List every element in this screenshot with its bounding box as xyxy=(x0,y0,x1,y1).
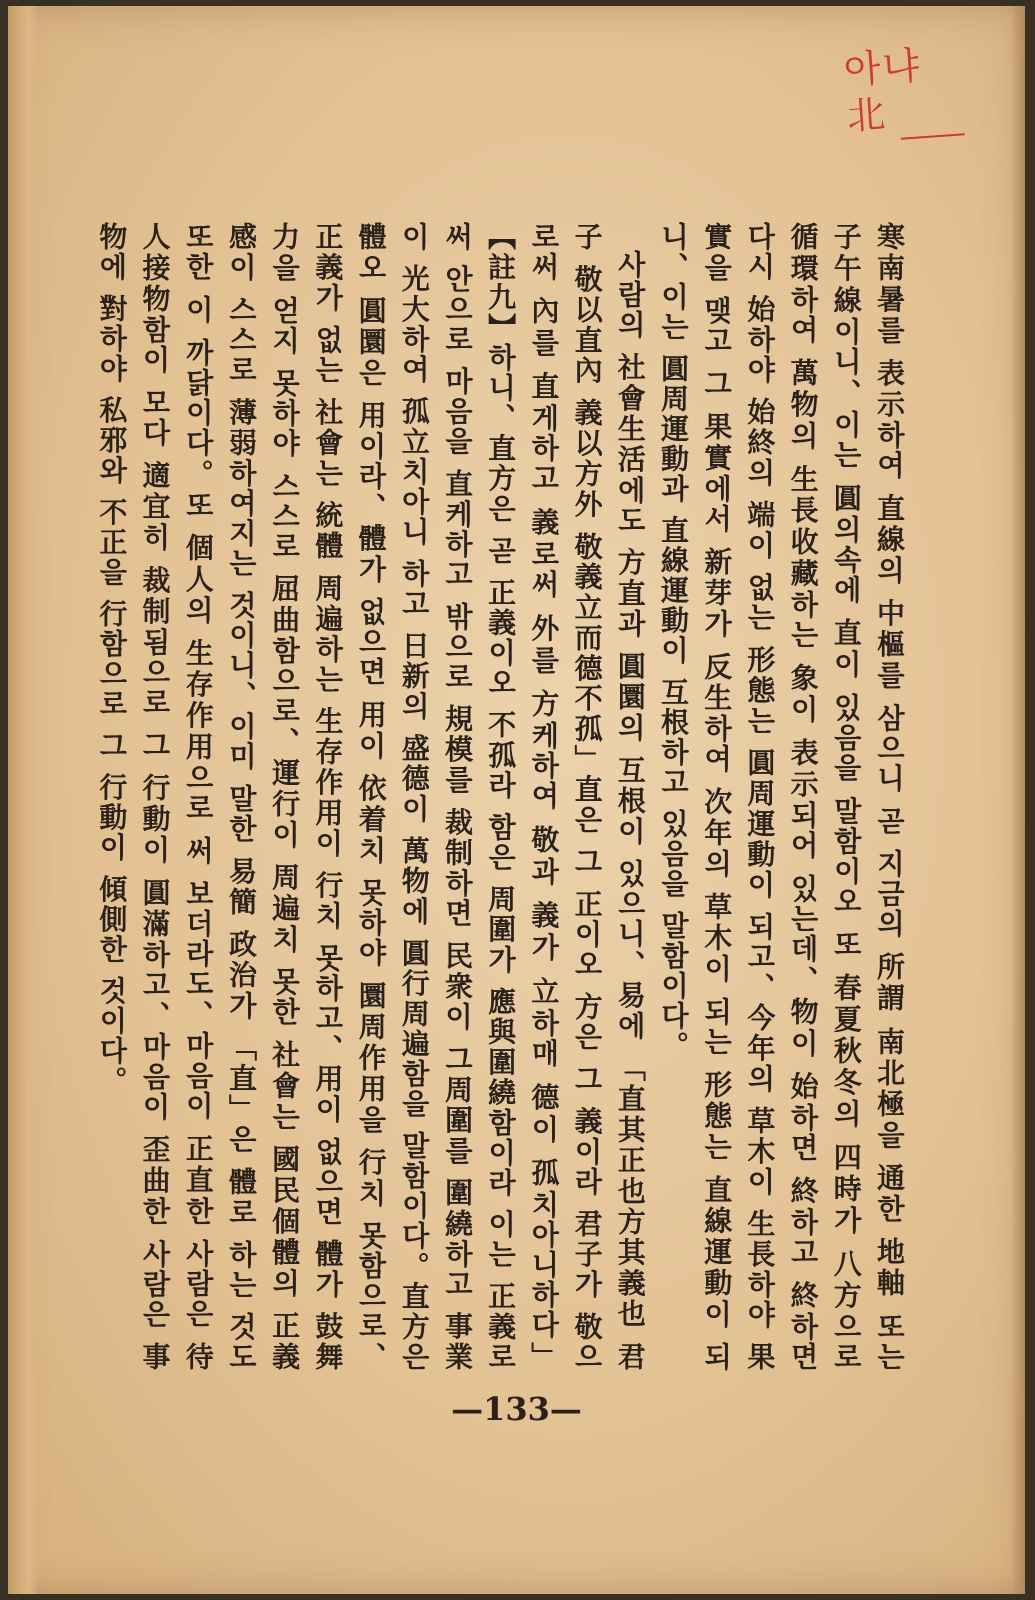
book-page xyxy=(8,6,1025,1594)
handwritten-annotation xyxy=(842,41,949,158)
annotation-line-1: 아냐 xyxy=(842,43,923,93)
page-spine-shadow xyxy=(8,6,38,1594)
paragraph-1: 寒南暑를 表示하여 直線의 中樞를 삼으니 곧 지금의 所謂 南北極을 通한 地軸 또는 子午線이니、이는 圓의속에 直이 있음을 말함이오 또 春夏秋冬의 四時가 八方으로 循環하여 萬物의 生長收藏하는 象이 表示되어 있는데、物이 始하면 終하고 終하면 다시 始하야 始終의 端이 없는 形態는 圓周運動이 되고、今年의 草木이 生長하야 果實을 맺고 그 果實에서 新芽가 反生하여 次年의 草木이 되는 形態는 直線運動이 되니、이는 圓周運動과 直線運動이 互根하고 있음을 말함이다。 xyxy=(656,222,906,1372)
paragraph-2: 사람의 社會生活에도 方直과 圓圜의 互根이 있으니、易에 「直其正也方其義也 君子 敬以直內 義以方外 敬義立而德不孤」直은 그 正이오 方은 그 義이라 君子가 敬으로써 內를 直게하고 義로써 外를 方케하여 敬과 義가 立하매 德이 孤치아니하다」【註九】하니、直方은 곧 正義이오 不孤라 함은 周圍가 應與圍繞함이라 이는 正義로써 안으로 마음을 直케하고 밖으로 規模를 裁制하면 民衆이 그周圍를 圍繞하고 事業이 光大하여 孤立치아니 하고 日新의 盛德이 萬物에 圓行周遍함을 말함이다。直方은 體오 圓圜은 用이라、體가 없으면 用이 依着치 못하야 圜周作用을 行치 못함으로、正義가 없는 社會는 統體 周遍하는 生存作用이 行치 못하고、用이 없으면 體가 鼓舞力을 얻지 못하야 스스로 屈曲함으로、運行이 周遍치 못한 社會는 國民個體의 正義感이 스스로 薄弱하여지는 것이니、이미 말한 易簡 政治가 「直」은 體로 하는 것도 또한 이 까닭이다。또 個人의 生存作用으로 써 보더라도、마음이 正直한 사람은 待人接物함이 모다 適宜히 裁制됨으로 그 行動이 圓滿하고、마음이 歪曲한 사람은 事物에 對하야 私邪와 不正을 行함으로 그 行動이 傾側한 것이다。 xyxy=(95,222,647,1372)
page-edge-shadow xyxy=(1011,6,1025,1594)
annotation-line-2: 北 xyxy=(845,91,889,139)
page-number: —133— xyxy=(451,1390,582,1428)
body-text xyxy=(95,222,911,1372)
